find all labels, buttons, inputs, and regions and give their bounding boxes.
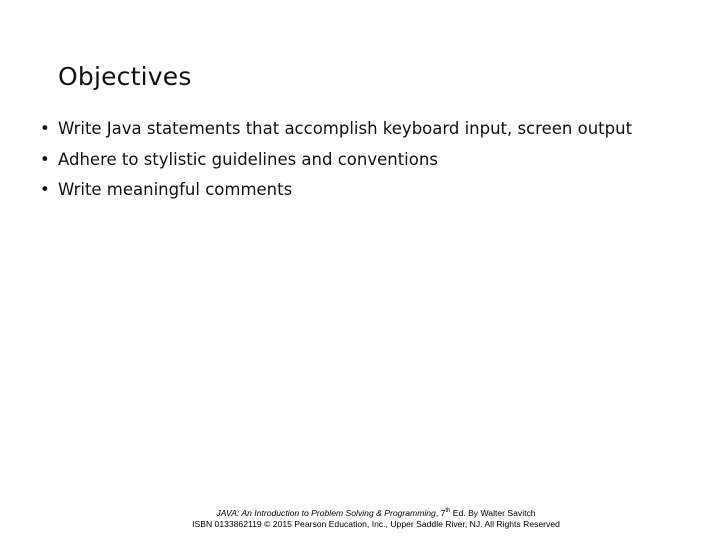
bullet-dot-icon: • — [40, 149, 50, 169]
slide-title: Objectives — [58, 62, 192, 91]
footer-edition-rest: Ed. By Walter Savitch — [450, 508, 536, 518]
footer-edition-number: , 7 — [435, 508, 446, 518]
bullet-list — [40, 117, 632, 209]
footer-edition-sup: th — [445, 508, 451, 515]
bullet-text: Adhere to stylistic guidelines and conventions — [58, 149, 438, 169]
bullet-dot-icon: • — [40, 180, 50, 199]
bullet-text: Write meaningful comments — [58, 180, 293, 199]
bullet-item — [40, 148, 632, 179]
bullet-item — [40, 178, 632, 209]
bullet-item — [40, 117, 632, 148]
footer-citation — [16, 508, 720, 518]
bullet-text: Write Java statements that accomplish keyboard input, screen output — [58, 119, 633, 138]
bullet-dot-icon: • — [40, 119, 50, 138]
footer-copyright: ISBN 0133862119 © 2015 Pearson Education, Inc., Upper Saddle River, NJ. All Rights Reserved — [192, 519, 560, 529]
footer-book-title: JAVA: An Introduction to Problem Solving & Programming — [216, 508, 436, 518]
